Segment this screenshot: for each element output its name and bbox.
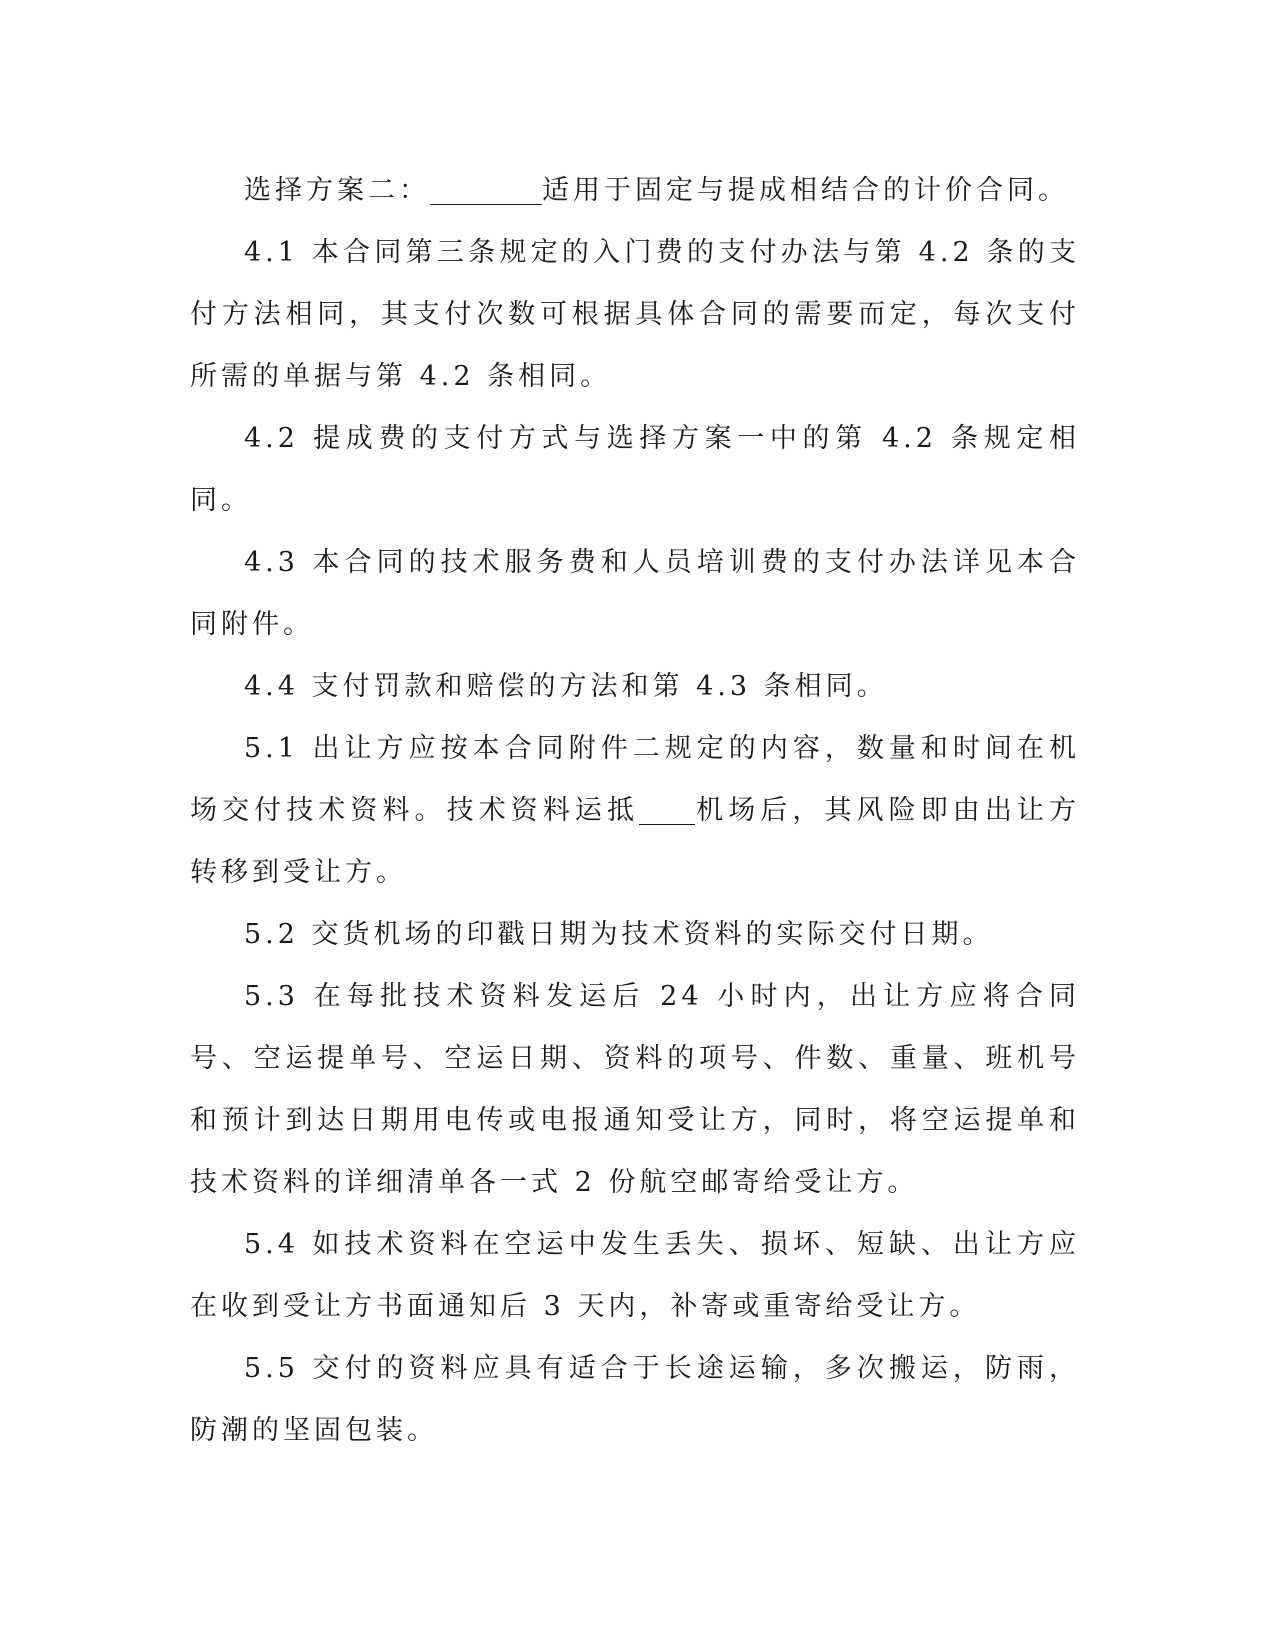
paragraph-4-3: 4.3 本合同的技术服务费和人员培训费的支付办法详见本合同附件。 [190,547,1080,640]
paragraph-text: 选择方案二： [244,175,430,206]
paragraph-4-1: 4.1 本合同第三条规定的入门费的支付办法与第 4.2 条的支付方法相同，其支付次数可根据具体合同的需要而定，每次支付所需的单据与第 4.2 条相同。 [190,237,1080,392]
paragraph-text: 机场后，其风险即由出让方转移到受让方。 [190,795,1081,888]
paragraph-text: 适用于固定与提成相结合的计价合同。 [542,175,1069,206]
paragraph-5-4: 5.4 如技术资料在空运中发生丢失、损坏、短缺、出让方应在收到受让方书面通知后 3 天内，补寄或重寄给受让方。 [190,1229,1080,1322]
paragraph-option-two [190,160,1080,222]
paragraph-text: 5.1 出让方应按本合同附件二规定的内容，数量和时间在机场交付技术资料。技术资料运抵 [190,733,1080,826]
paragraph-4-4: 4.4 支付罚款和赔偿的方法和第 4.3 条相同。 [244,671,888,702]
paragraph-5-5: 5.5 交付的资料应具有适合于长途运输，多次搬运，防雨，防潮的坚固包装。 [190,1353,1080,1446]
paragraph-5-1 [190,718,1080,904]
paragraph-5-3: 5.3 在每批技术资料发运后 24 小时内，出让方应将合同号、空运提单号、空运日期、资料的项号、件数、重量、班机号和预计到达日期用电传或电报通知受让方，同时，将空运提单和技术资料的详细清单各一式 2 份航空邮寄给受让方。 [190,981,1080,1198]
fill-in-blank [639,797,695,825]
fill-in-blank [430,177,542,205]
document-body [190,160,1080,1462]
paragraph-5-2: 5.2 交货机场的印戳日期为技术资料的实际交付日期。 [244,919,994,950]
paragraph-4-2: 4.2 提成费的支付方式与选择方案一中的第 4.2 条规定相同。 [190,423,1080,516]
